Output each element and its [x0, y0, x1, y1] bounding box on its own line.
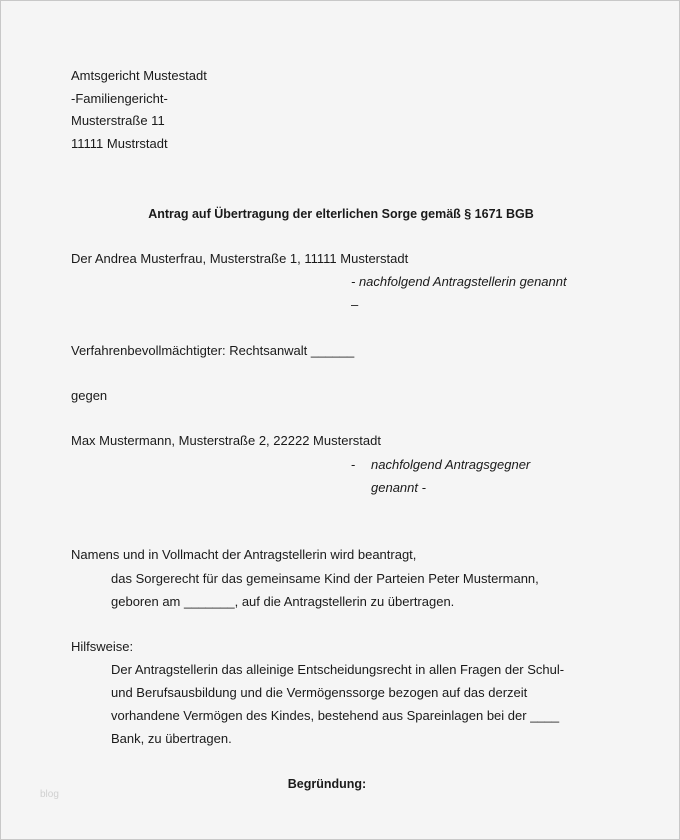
alternative-line: Der Antragstellerin das alleinige Entscheidungsrecht in allen Fragen der Schul- — [111, 662, 565, 677]
respondent-note: nachfolgend Antragsgegner — [371, 457, 531, 472]
counsel-line: Verfahrenbevollmächtigter: Rechtsanwalt ______ — [71, 343, 355, 358]
against-label: gegen — [71, 388, 108, 403]
watermark: blog — [40, 789, 59, 800]
alternative-line: und Berufsausbildung und die Vermögenssorge bezogen auf das derzeit — [111, 685, 528, 700]
alternative-line: vorhandene Vermögen des Kindes, bestehend aus Spareinlagen bei der ____ — [111, 708, 560, 723]
recipient-line: Musterstraße 11 — [71, 113, 165, 128]
alternative-line: Bank, zu übertragen. — [111, 731, 232, 746]
respondent-bullet: - — [351, 457, 356, 472]
alternative-label: Hilfsweise: — [71, 639, 134, 654]
document-title: Antrag auf Übertragung der elterlichen Sorge gemäß § 1671 BGB — [148, 207, 534, 221]
applicant-line: Der Andrea Musterfrau, Musterstraße 1, 11111 Musterstadt — [71, 251, 409, 266]
motion-line: geboren am _______, auf die Antragstellerin zu übertragen. — [111, 594, 455, 609]
reasoning-heading: Begründung: — [287, 777, 367, 791]
recipient-line: -Familiengericht- — [71, 91, 168, 106]
applicant-note: - nachfolgend Antragstellerin genannt — [351, 274, 567, 289]
motion-intro: Namens und in Vollmacht der Antragstellerin wird beantragt, — [71, 547, 417, 562]
motion-line: das Sorgerecht für das gemeinsame Kind der Parteien Peter Mustermann, — [111, 571, 539, 586]
recipient-line: 11111 Mustrstadt — [71, 136, 168, 151]
respondent-note: genannt - — [371, 480, 426, 495]
applicant-dash: – — [351, 297, 359, 312]
recipient-line: Amtsgericht Mustestadt — [71, 68, 207, 83]
respondent-line: Max Mustermann, Musterstraße 2, 22222 Musterstadt — [71, 433, 381, 448]
